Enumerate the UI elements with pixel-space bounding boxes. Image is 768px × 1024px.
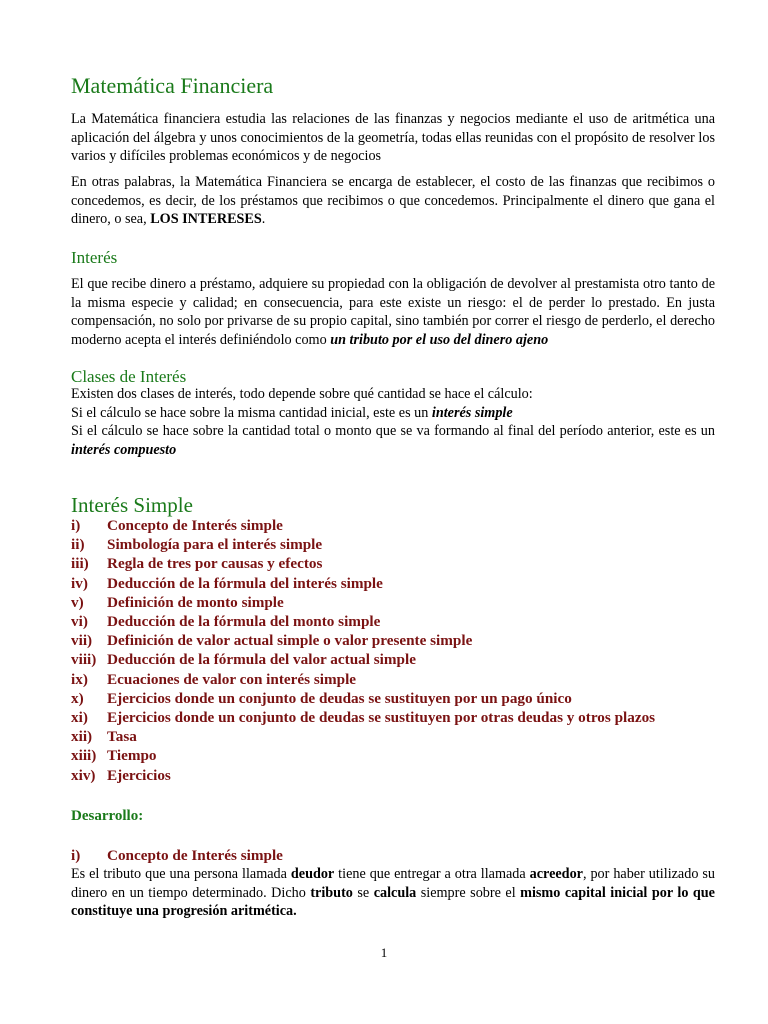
- concepto-bold-final: mismo capital inicial por lo que constituye una progresión aritmética.: [71, 884, 715, 920]
- list-item-number: viii): [71, 651, 97, 669]
- page-number: 1: [380, 945, 388, 960]
- list-item-label: Deducción de la fórmula del interés simple: [107, 574, 383, 592]
- concepto-subheading-number: i): [71, 847, 81, 864]
- list-item-label: Definición de monto simple: [107, 593, 284, 611]
- list-item-number: vi): [71, 613, 88, 631]
- list-item-number: xi): [71, 709, 88, 727]
- intro-paragraph-2-text: En otras palabras, la Matemática Financiera se encarga de establecer, el costo de las finanzas que recibimos o concedemos, es decir, de los préstamos que recibimos o que concedemos. Principalmente el dinero que gana el dinero, o sea,: [71, 174, 715, 228]
- list-item: [71, 670, 655, 689]
- concepto-bold-calcula: calcula: [373, 884, 417, 901]
- clases-line-3-emph: interés compuesto: [71, 441, 177, 458]
- list-item-number: ii): [71, 536, 85, 554]
- clases-line-3-text: Si el cálculo se hace sobre la cantidad total o monto que se va formando al final del período anterior, este es un: [71, 423, 715, 439]
- list-item-number: xii): [71, 728, 93, 746]
- concepto-bold-deudor: deudor: [290, 866, 335, 882]
- list-item: [71, 574, 655, 593]
- interes-paragraph-emph: un tributo por el uso del dinero ajeno: [330, 331, 549, 348]
- list-item: [71, 708, 655, 727]
- list-item-label: Tasa: [107, 728, 137, 746]
- list-item: [71, 766, 655, 785]
- interes-paragraph: [71, 275, 715, 349]
- concepto-bold-tributo: tributo: [310, 884, 353, 901]
- list-item-label: Regla de tres por causas y efectos: [107, 555, 323, 573]
- topics-list: [71, 516, 655, 785]
- list-item: [71, 612, 655, 631]
- list-item: [71, 631, 655, 650]
- list-item-label: Concepto de Interés simple: [107, 517, 283, 534]
- list-item-number: i): [71, 517, 81, 534]
- list-item-number: xiv): [71, 766, 96, 784]
- list-item-number: iii): [71, 555, 89, 573]
- list-item-number: iv): [71, 574, 88, 592]
- concepto-text-3: , por haber utilizado su dinero en un tiempo determinado. Dicho: [71, 866, 715, 901]
- list-item-label: Deducción de la fórmula del valor actual simple: [107, 651, 416, 669]
- list-item-label: Simbología para el interés simple: [107, 536, 323, 554]
- clases-heading: Clases de Interés: [71, 367, 187, 386]
- list-item-label: Ejercicios donde un conjunto de deudas se sustituyen por un pago único: [107, 689, 572, 707]
- list-item: [71, 593, 655, 612]
- intro-paragraph-2: [71, 173, 715, 229]
- list-item-label: Definición de valor actual simple o valor presente simple: [107, 632, 473, 650]
- list-item: [71, 516, 655, 535]
- list-item: [71, 554, 655, 573]
- concepto-text-1: Es el tributo que una persona llamada: [71, 866, 291, 882]
- intro-paragraph-2-bold: LOS INTERESES: [150, 211, 262, 228]
- interes-paragraph-text: El que recibe dinero a préstamo, adquiere su propiedad con la obligación de devolver al prestamista otro tanto de la misma especie y calidad; en consecuencia, para este existe un riesgo: el de perder lo prestado. En justa compensación, no solo por privarse de su propio capital, sino también por correr el riesgo de perderlo, el derecho moderno acepta el interés definiéndolo como: [71, 276, 715, 348]
- list-item: [71, 650, 655, 669]
- list-item-label: Ejercicios: [107, 766, 171, 784]
- list-item-number: x): [71, 689, 84, 707]
- list-item: [71, 727, 655, 746]
- intro-paragraph-2-end: .: [261, 211, 266, 228]
- clases-line-1: Existen dos clases de interés, todo depende sobre qué cantidad se hace el cálculo:: [71, 386, 533, 402]
- list-item-label: Deducción de la fórmula del monto simple: [107, 613, 381, 631]
- concepto-text-2: tiene que entregar a otra llamada: [334, 866, 530, 882]
- clases-line-2-emph: interés simple: [431, 405, 513, 421]
- list-item-label: Ecuaciones de valor con interés simple: [107, 670, 357, 688]
- concepto-subheading: [71, 847, 283, 865]
- interes-simple-heading: Interés Simple: [71, 493, 193, 517]
- concepto-bold-acreedor: acreedor: [529, 866, 583, 882]
- concepto-text-4: se: [352, 884, 374, 901]
- list-item: [71, 535, 655, 554]
- list-item-number: ix): [71, 670, 88, 688]
- list-item-label: Ejercicios donde un conjunto de deudas se sustituyen por otras deudas y otros plazos: [107, 709, 656, 727]
- interes-heading: Interés: [71, 248, 118, 267]
- desarrollo-heading: Desarrollo:: [71, 808, 144, 824]
- list-item-label: Tiempo: [107, 747, 157, 765]
- clases-line-2-text: Si el cálculo se hace sobre la misma cantidad inicial, este es un: [71, 405, 432, 421]
- clases-line-3: [71, 422, 715, 459]
- concepto-text-5: siempre sobre el: [416, 884, 521, 901]
- list-item: [71, 689, 655, 708]
- list-item-number: xiii): [71, 747, 97, 765]
- intro-paragraph-1: La Matemática financiera estudia las relaciones de las finanzas y negocios mediante el uso de aritmética una aplicación del álgebra y unos conocimientos de la geometría, todas ellas reunidas con el propósito de resolver los varios y difíciles problemas económicos y de negocios: [71, 111, 715, 165]
- list-item: [71, 746, 655, 765]
- list-item-number: vii): [71, 632, 93, 650]
- concepto-subheading-label: Concepto de Interés simple: [107, 847, 283, 864]
- clases-line-2: [71, 404, 715, 423]
- page-title: Matemática Financiera: [71, 73, 274, 98]
- concepto-paragraph: [71, 865, 715, 921]
- list-item-number: v): [71, 593, 84, 611]
